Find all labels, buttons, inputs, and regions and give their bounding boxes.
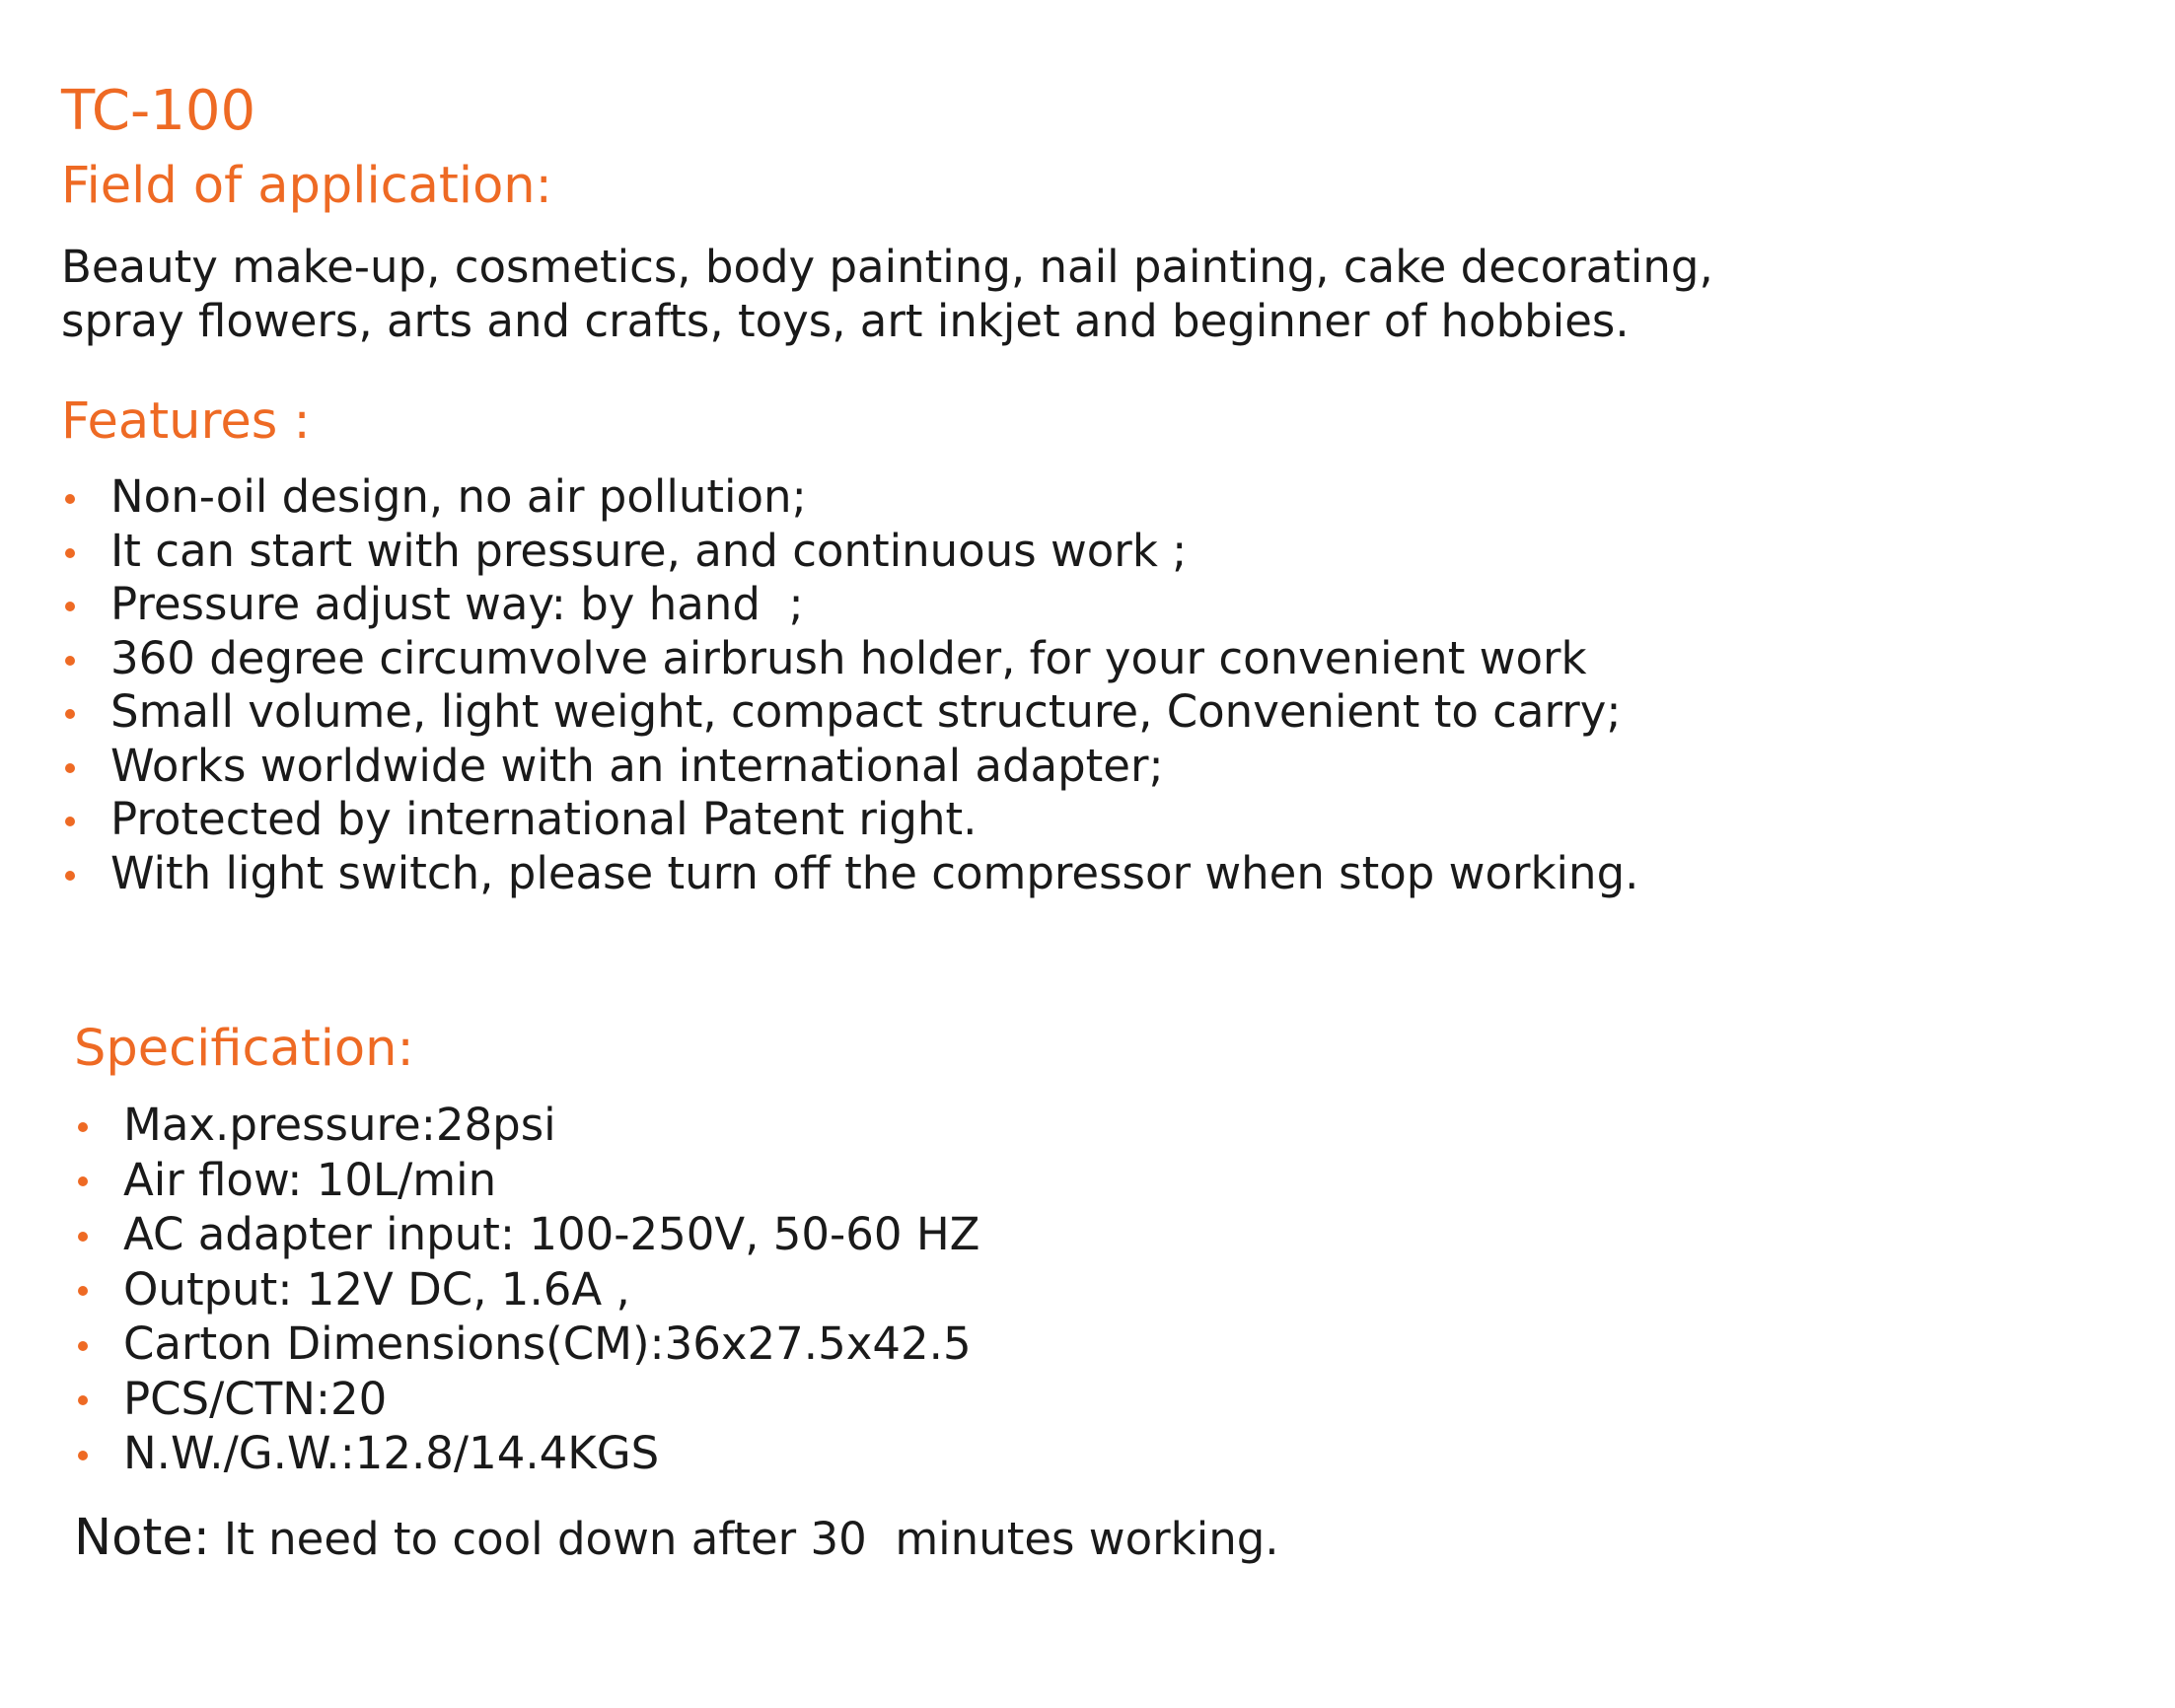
spec-item [74,1207,980,1262]
feature-text: It can start with pressure, and continuous work ; [110,524,1188,577]
bullet-icon [78,1451,88,1460]
feature-item [61,632,1638,686]
application-line: Beauty make-up, cosmetics, body painting, nail painting, cake decorating, [61,241,1713,293]
bullet-icon [65,656,75,666]
feature-text: With light switch, please turn off the compressor when stop working. [110,846,1639,899]
spec-text: Carton Dimensions(CM):36x27.5x42.5 [123,1317,972,1370]
specification-list [74,1098,980,1481]
bullet-icon [78,1122,88,1132]
bullet-icon [65,763,75,773]
application-heading: Field of application: [61,157,552,215]
note-label: Note: [74,1509,210,1567]
bullet-icon [65,494,75,504]
feature-text: Works worldwide with an international adapter; [110,739,1164,792]
bullet-icon [78,1395,88,1405]
note-text: It need to cool down after 30 minutes working. [223,1513,1279,1565]
spec-item [74,1426,980,1481]
bullet-icon [78,1176,88,1186]
spec-text: Max.pressure:28psi [123,1099,556,1151]
feature-text: Protected by international Patent right. [110,793,978,845]
application-line: spray flowers, arts and crafts, toys, art inkjet and beginner of hobbies. [61,295,1630,347]
bullet-icon [65,602,75,611]
specification-heading: Specification: [74,1020,414,1078]
bullet-icon [78,1286,88,1296]
feature-text: Pressure adjust way: by hand ; [110,578,804,630]
features-list [61,470,1638,900]
feature-text: Small volume, light weight, compact structure, Convenient to carry; [110,685,1622,738]
features-heading: Features : [61,392,311,451]
spec-text: Output: 12V DC, 1.6A , [123,1262,630,1316]
feature-text: Non-oil design, no air pollution; [110,470,807,523]
bullet-icon [65,871,75,881]
feature-item [61,578,1638,632]
spec-text: PCS/CTN:20 [123,1372,388,1425]
spec-text: AC adapter input: 100-250V, 50-60 HZ [123,1208,980,1260]
bullet-icon [78,1232,88,1242]
spec-item [74,1262,980,1317]
feature-item [61,847,1638,901]
bullet-icon [65,817,75,826]
spec-text: N.W./G.W.:12.8/14.4KGS [123,1427,660,1479]
spec-item [74,1098,980,1153]
spec-item [74,1153,980,1208]
note [74,1509,1279,1569]
spec-item [74,1372,980,1427]
feature-item [61,525,1638,579]
bullet-icon [65,709,75,719]
feature-item [61,470,1638,525]
spec-item [74,1317,980,1372]
bullet-icon [78,1341,88,1351]
bullet-icon [65,548,75,558]
spec-text: Air flow: 10L/min [123,1153,497,1206]
feature-item [61,740,1638,794]
feature-item [61,685,1638,740]
feature-item [61,793,1638,847]
feature-text: 360 degree circumvolve airbrush holder, for your convenient work [110,631,1587,684]
application-paragraph [61,240,2034,348]
model-title: TC-100 [61,79,256,143]
